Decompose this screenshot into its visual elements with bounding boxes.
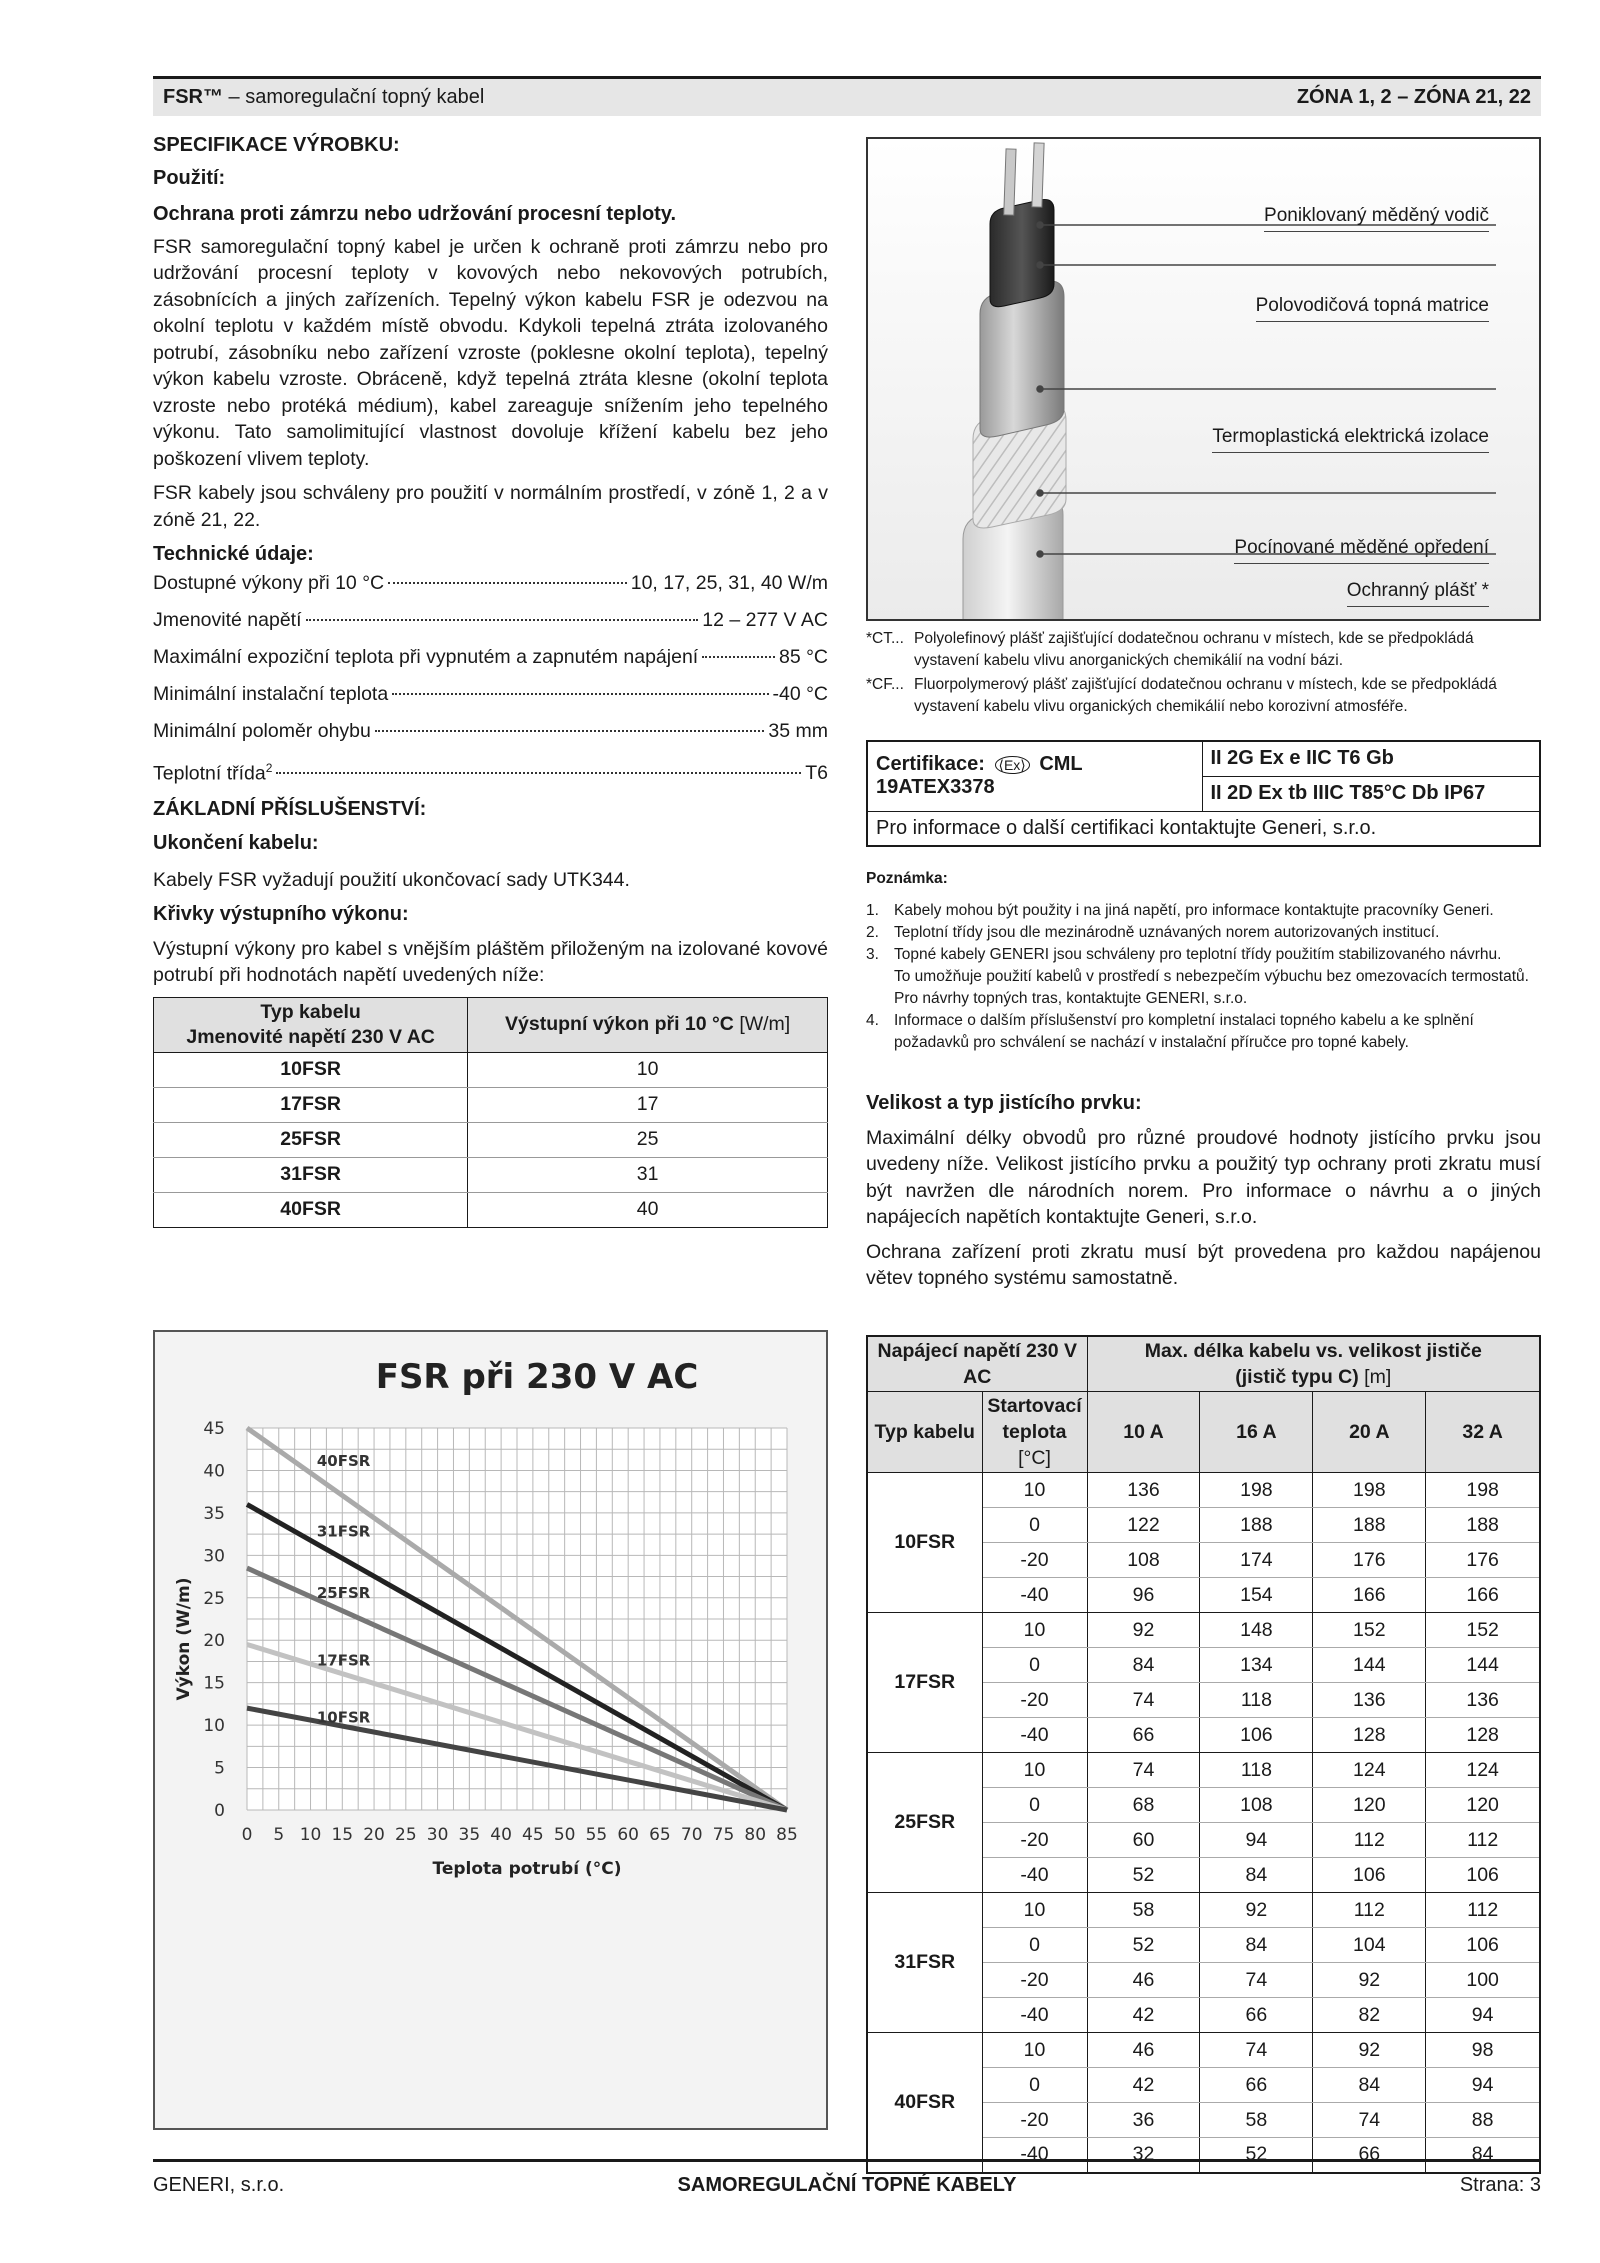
len-length-cell: 128 bbox=[1426, 1718, 1540, 1753]
len-length-cell: 66 bbox=[1313, 2138, 1426, 2173]
len-type-cell: 17FSR bbox=[867, 1613, 982, 1753]
y-axis-label: Výkon (W/m) bbox=[174, 1577, 194, 1701]
breaker-title: Velikost a typ jistícího prvku: bbox=[866, 1092, 1142, 1114]
tech-row bbox=[153, 718, 828, 755]
note-number: 3. bbox=[866, 946, 879, 963]
len-length-cell: 98 bbox=[1426, 2033, 1540, 2068]
len-header-max bbox=[1087, 1336, 1540, 1392]
len-length-cell: 88 bbox=[1426, 2103, 1540, 2138]
tech-row bbox=[153, 681, 828, 718]
note-line: Informace o dalším příslušenství pro kompletní instalaci topného kabelu a ke splnění požadavků pro schválení se nachází v instalační příručce pro topné kabely. bbox=[894, 1012, 1474, 1051]
len-header-type: Typ kabelu bbox=[867, 1392, 982, 1473]
len-length-cell: 124 bbox=[1313, 1753, 1426, 1788]
len-length-cell: 74 bbox=[1200, 1963, 1313, 1998]
len-length-cell: 112 bbox=[1426, 1823, 1540, 1858]
x-tick-label: 35 bbox=[458, 1825, 481, 1845]
len-length-cell: 118 bbox=[1200, 1683, 1313, 1718]
x-tick-label: 50 bbox=[553, 1825, 576, 1845]
x-axis-label: Teplota potrubí (°C) bbox=[432, 1859, 622, 1879]
use-paragraph: FSR samoregulační topný kabel je určen k ochraně proti zámrzu nebo pro udržování procesní teploty v kovových nebo nekovových potrubích, zásobnících a jiných zařízeních. Tepelný výkon kabelu FSR je odezvou na okolní teplotu v každém místě obvodu. Kdykoli tepelná ztráta izolovaného potrubí, zásobníku nebo zařízení vzroste (poklesne okolní teplota), tepelný výkon kabelu vzroste. Obráceně, když tepelná ztráta klesne (okolní teplota vzroste nebo protéká médium), kabel zareaguje snížením jeho tepelného výkonu. Tato samolimitující vlastnost dovoluje křížení kabelu bez jeho poškození vlivem teploty. bbox=[153, 235, 828, 470]
output-value-cell: 40 bbox=[468, 1192, 828, 1227]
page-header bbox=[153, 76, 1541, 116]
len-table-body bbox=[867, 1473, 1540, 2173]
len-start-temp-cell: -20 bbox=[982, 1963, 1087, 1998]
note-line: Topné kabely GENERI jsou schváleny pro teplotní třídy použitím stabilizovaného návrhu. bbox=[894, 946, 1502, 963]
len-header-breaker: 16 A bbox=[1200, 1392, 1313, 1473]
len-length-cell: 148 bbox=[1200, 1613, 1313, 1648]
note-item bbox=[866, 922, 1541, 944]
tech-key bbox=[153, 681, 388, 708]
len-length-cell: 166 bbox=[1313, 1578, 1426, 1613]
jacket-note-ct-key: *CT... bbox=[866, 630, 904, 647]
tech-key-text: Minimální poloměr ohybu bbox=[153, 719, 371, 742]
len-length-cell: 108 bbox=[1087, 1543, 1200, 1578]
len-length-cell: 174 bbox=[1200, 1543, 1313, 1578]
len-length-cell: 58 bbox=[1087, 1893, 1200, 1928]
y-tick-label: 10 bbox=[203, 1716, 225, 1737]
len-start-temp-cell: 10 bbox=[982, 1473, 1087, 1508]
len-start-temp-cell: -20 bbox=[982, 2103, 1087, 2138]
approval-paragraph: FSR kabely jsou schváleny pro použití v normálním prostředí, v zóně 1, 2 a v zóně 21, 22. bbox=[153, 482, 828, 531]
cert-label: Certifikace: bbox=[876, 753, 985, 776]
note-item bbox=[866, 1010, 1541, 1054]
x-tick-label: 85 bbox=[776, 1825, 798, 1845]
len-start-temp-cell: 0 bbox=[982, 2068, 1087, 2103]
dot-leader bbox=[276, 772, 801, 774]
len-length-cell: 84 bbox=[1087, 1648, 1200, 1683]
leader-lines bbox=[1037, 222, 1496, 557]
len-length-cell: 96 bbox=[1087, 1578, 1200, 1613]
dot-leader bbox=[306, 619, 699, 621]
tech-key-text: Minimální instalační teplota bbox=[153, 682, 389, 705]
left-column bbox=[153, 132, 828, 1228]
note-body bbox=[894, 944, 1529, 1010]
len-type-cell: 25FSR bbox=[867, 1753, 982, 1893]
tech-key bbox=[153, 570, 384, 597]
dot-leader bbox=[392, 693, 768, 695]
tech-key bbox=[153, 644, 698, 671]
tech-value: 10, 17, 25, 31, 40 W/m bbox=[630, 571, 828, 594]
tech-row bbox=[153, 755, 828, 792]
footer-page: Strana: 3 bbox=[1459, 2174, 1541, 2196]
output-table-body bbox=[154, 1052, 828, 1227]
len-length-cell: 66 bbox=[1200, 2068, 1313, 2103]
len-length-cell: 154 bbox=[1200, 1578, 1313, 1613]
len-length-cell: 94 bbox=[1200, 1823, 1313, 1858]
x-tick-label: 10 bbox=[299, 1825, 322, 1845]
x-tick-label: 70 bbox=[680, 1825, 703, 1845]
x-tick-label: 0 bbox=[241, 1825, 253, 1845]
len-length-cell: 112 bbox=[1313, 1823, 1426, 1858]
tech-key-text: Jmenovité napětí bbox=[153, 608, 302, 631]
len-start-temp-cell: -20 bbox=[982, 1683, 1087, 1718]
len-start-temp-cell: -40 bbox=[982, 1718, 1087, 1753]
notes-list bbox=[866, 900, 1541, 1054]
len-start-temp-cell: -40 bbox=[982, 1998, 1087, 2033]
curves-text: Výstupní výkony pro kabel s vnějším pláštěm přiloženým na izolované kovové potrubí při hodnotách napětí uvedených níže: bbox=[153, 937, 828, 986]
output-value-cell: 25 bbox=[468, 1122, 828, 1157]
output-table bbox=[153, 997, 828, 1228]
dot-leader bbox=[702, 656, 775, 658]
output-type-cell: 10FSR bbox=[154, 1052, 468, 1087]
output-table-header-output-unit: [W/m] bbox=[739, 1013, 791, 1035]
output-table-row bbox=[154, 1087, 828, 1122]
len-length-cell: 66 bbox=[1087, 1718, 1200, 1753]
len-header-start bbox=[982, 1392, 1087, 1473]
len-length-cell: 134 bbox=[1200, 1648, 1313, 1683]
label-braid: Pocínované měděné opředení bbox=[1234, 537, 1489, 564]
len-header-breaker: 32 A bbox=[1426, 1392, 1540, 1473]
len-length-cell: 136 bbox=[1426, 1683, 1540, 1718]
jacket-note-ct bbox=[866, 628, 1541, 672]
len-table-row bbox=[867, 1613, 1540, 1648]
len-start-temp-cell: 0 bbox=[982, 1928, 1087, 1963]
note-body bbox=[894, 1010, 1541, 1054]
tech-row bbox=[153, 644, 828, 681]
len-start-temp-cell: 10 bbox=[982, 1613, 1087, 1648]
x-tick-label: 80 bbox=[744, 1825, 767, 1845]
tech-list bbox=[153, 570, 828, 792]
x-tick-label: 25 bbox=[395, 1825, 417, 1845]
x-tick-label: 60 bbox=[617, 1825, 639, 1845]
len-length-cell: 92 bbox=[1087, 1613, 1200, 1648]
len-header-breaker: 20 A bbox=[1313, 1392, 1426, 1473]
cert-number: CML 19ATEX3378 bbox=[876, 753, 1083, 799]
y-tick-label: 35 bbox=[203, 1503, 225, 1524]
note-item bbox=[866, 900, 1541, 922]
len-type-cell: 10FSR bbox=[867, 1473, 982, 1613]
len-table-row bbox=[867, 1893, 1540, 1928]
tech-value: 12 – 277 V AC bbox=[702, 608, 828, 631]
use-title: Použití: bbox=[153, 166, 226, 189]
heating-core-layer bbox=[990, 199, 1054, 306]
output-type-cell: 40FSR bbox=[154, 1192, 468, 1227]
len-length-cell: 198 bbox=[1313, 1473, 1426, 1508]
header-subtitle: – samoregulační topný kabel bbox=[223, 86, 485, 108]
len-length-cell: 108 bbox=[1200, 1788, 1313, 1823]
y-tick-label: 15 bbox=[203, 1673, 225, 1694]
len-length-cell: 58 bbox=[1200, 2103, 1313, 2138]
len-start-temp-cell: 0 bbox=[982, 1788, 1087, 1823]
note-body bbox=[894, 922, 1439, 944]
x-tick-label: 40 bbox=[490, 1825, 512, 1845]
dot-leader bbox=[388, 582, 627, 584]
note-item bbox=[866, 944, 1541, 1010]
len-length-cell: 106 bbox=[1313, 1858, 1426, 1893]
len-header-start-1: Startovací bbox=[987, 1395, 1082, 1417]
len-length-cell: 84 bbox=[1426, 2138, 1540, 2173]
cert-info: Pro informace o další certifikaci kontaktujte Generi, s.r.o. bbox=[867, 811, 1540, 846]
len-length-cell: 94 bbox=[1426, 2068, 1540, 2103]
len-length-cell: 74 bbox=[1087, 1753, 1200, 1788]
len-length-cell: 166 bbox=[1426, 1578, 1540, 1613]
len-start-temp-cell: -40 bbox=[982, 1858, 1087, 1893]
len-start-temp-cell: 0 bbox=[982, 1508, 1087, 1543]
output-table-header-output-label: Výstupní výkon při 10 °C bbox=[505, 1013, 734, 1035]
tech-key bbox=[153, 755, 272, 787]
termination-title: Ukončení kabelu: bbox=[153, 832, 319, 854]
label-matrix: Polovodičová topná matrice bbox=[1256, 295, 1489, 322]
len-length-cell: 92 bbox=[1313, 2033, 1426, 2068]
len-length-cell: 60 bbox=[1087, 1823, 1200, 1858]
len-length-cell: 84 bbox=[1313, 2068, 1426, 2103]
len-length-cell: 176 bbox=[1313, 1543, 1426, 1578]
output-chart bbox=[153, 1330, 828, 2130]
series-label: 25FSR bbox=[316, 1583, 371, 1602]
breaker-paragraph-2: Ochrana zařízení proti zkratu musí být provedena pro každou napájenou větev topného systému samostatně. bbox=[866, 1240, 1541, 1289]
jacket-note-cf bbox=[866, 674, 1541, 718]
len-length-cell: 144 bbox=[1426, 1648, 1540, 1683]
termination-text: Kabely FSR vyžadují použití ukončovací sady UTK344. bbox=[153, 868, 630, 891]
jacket-notes bbox=[866, 628, 1541, 720]
note-line: To umožňuje použití kabelů v prostředí s nebezpečím výbuchu bez omezovacích termostatů. bbox=[894, 968, 1529, 985]
len-length-cell: 46 bbox=[1087, 1963, 1200, 1998]
len-length-cell: 188 bbox=[1426, 1508, 1540, 1543]
header-title bbox=[163, 86, 484, 109]
len-length-cell: 188 bbox=[1313, 1508, 1426, 1543]
y-tick-label: 30 bbox=[203, 1546, 225, 1567]
len-length-cell: 118 bbox=[1200, 1753, 1313, 1788]
series-label: 17FSR bbox=[316, 1651, 371, 1670]
len-length-cell: 66 bbox=[1200, 1998, 1313, 2033]
len-header-breaker: 10 A bbox=[1087, 1392, 1200, 1473]
len-length-cell: 122 bbox=[1087, 1508, 1200, 1543]
len-length-cell: 46 bbox=[1087, 2033, 1200, 2068]
output-table-header-output bbox=[468, 997, 828, 1052]
y-tick-label: 5 bbox=[214, 1758, 225, 1779]
conductor-wire-2 bbox=[1032, 143, 1044, 207]
output-table-header-type-a: Typ kabelu bbox=[260, 1000, 361, 1023]
x-tick-label: 65 bbox=[649, 1825, 671, 1845]
certification-box bbox=[866, 740, 1541, 847]
output-table-row bbox=[154, 1122, 828, 1157]
len-length-cell: 100 bbox=[1426, 1963, 1540, 1998]
note-number: 1. bbox=[866, 902, 879, 919]
len-length-cell: 136 bbox=[1313, 1683, 1426, 1718]
x-tick-label: 45 bbox=[522, 1825, 544, 1845]
len-length-cell: 74 bbox=[1200, 2033, 1313, 2068]
output-value-cell: 10 bbox=[468, 1052, 828, 1087]
len-length-cell: 92 bbox=[1313, 1963, 1426, 1998]
len-header-max-2-text: (jistič typu C) bbox=[1235, 1366, 1359, 1388]
len-type-cell: 31FSR bbox=[867, 1893, 982, 2033]
len-table-row bbox=[867, 1473, 1540, 1508]
tech-title: Technické údaje: bbox=[153, 543, 314, 565]
len-length-cell: 52 bbox=[1087, 1858, 1200, 1893]
y-tick-label: 25 bbox=[203, 1588, 225, 1609]
len-length-cell: 112 bbox=[1313, 1893, 1426, 1928]
len-header-temp: teplota bbox=[1002, 1421, 1067, 1443]
label-conductor: Poniklovaný měděný vodič bbox=[1264, 205, 1489, 232]
len-length-cell: 42 bbox=[1087, 2068, 1200, 2103]
len-table-row bbox=[867, 1753, 1540, 1788]
len-header-temp-unit: [°C] bbox=[1018, 1447, 1051, 1469]
tech-key-text: Dostupné výkony při 10 °C bbox=[153, 571, 385, 594]
len-length-cell: 92 bbox=[1200, 1893, 1313, 1928]
output-type-cell: 25FSR bbox=[154, 1122, 468, 1157]
jacket-note-ct-text: Polyolefinový plášť zajišťující dodatečnou ochranu v místech, kde se předpokládá vystavení kabelu vlivu anorganických chemikálií na vodní bázi. bbox=[914, 630, 1474, 669]
note-body bbox=[894, 900, 1494, 922]
len-start-temp-cell: 10 bbox=[982, 1753, 1087, 1788]
tech-key-text: Maximální expoziční teplota při vypnutém a zapnutém napájení bbox=[153, 645, 699, 668]
label-insulation: Termoplastická elektrická izolace bbox=[1212, 426, 1489, 453]
len-length-cell: 82 bbox=[1313, 1998, 1426, 2033]
breaker-paragraph-1: Maximální délky obvodů pro různé proudové hodnoty jistícího prvku jsou uvedeny níže. Velikost jistícího prvku a použitý typ ochrany proti zkratu musí být navržen dle národních norem. Pro informace o návrhu a o jiných napájecích napětích kontaktujte Generi, s.r.o. bbox=[866, 1126, 1541, 1228]
len-length-cell: 42 bbox=[1087, 1998, 1200, 2033]
x-tick-label: 15 bbox=[331, 1825, 354, 1845]
len-length-cell: 188 bbox=[1200, 1508, 1313, 1543]
len-length-cell: 120 bbox=[1426, 1788, 1540, 1823]
accessories-title: ZÁKLADNÍ PŘÍSLUŠENSTVÍ: bbox=[153, 797, 427, 820]
len-table-row bbox=[867, 2033, 1540, 2068]
output-chart-svg bbox=[155, 1332, 830, 2132]
len-length-cell: 36 bbox=[1087, 2103, 1200, 2138]
spec-title: SPECIFIKACE VÝROBKU: bbox=[153, 134, 400, 156]
len-start-temp-cell: -40 bbox=[982, 1578, 1087, 1613]
len-length-cell: 68 bbox=[1087, 1788, 1200, 1823]
len-start-temp-cell: -20 bbox=[982, 1823, 1087, 1858]
x-tick-label: 5 bbox=[273, 1825, 285, 1845]
output-table-header-type bbox=[154, 997, 468, 1052]
len-header-max-2 bbox=[1090, 1364, 1538, 1390]
cert-label-cell bbox=[867, 741, 1202, 811]
x-tick-label: 75 bbox=[712, 1825, 735, 1845]
y-tick-label: 20 bbox=[203, 1631, 225, 1652]
note-line: Teplotní třídy jsou dle mezinárodně uznávaných norem autorizovaných institucí. bbox=[894, 924, 1440, 941]
output-table-header-type-b: Jmenovité napětí 230 V AC bbox=[186, 1025, 435, 1048]
tech-value: 85 °C bbox=[779, 645, 828, 668]
use-subtitle: Ochrana proti zámrzu nebo udržování procesní teploty. bbox=[153, 203, 677, 225]
cable-illustration bbox=[866, 137, 1541, 621]
note-line: Pro návrhy topných tras, kontaktujte GENERI, s.r.o. bbox=[894, 990, 1248, 1007]
len-start-temp-cell: -20 bbox=[982, 1543, 1087, 1578]
len-length-cell: 74 bbox=[1087, 1683, 1200, 1718]
len-length-cell: 74 bbox=[1313, 2103, 1426, 2138]
len-length-cell: 104 bbox=[1313, 1928, 1426, 1963]
label-jacket: Ochranný plášť * bbox=[1347, 580, 1489, 607]
note-line: Kabely mohou být použity i na jiná napětí, pro informace kontaktujte pracovníky Generi. bbox=[894, 902, 1494, 919]
page-footer bbox=[153, 2159, 1541, 2209]
len-start-temp-cell: 0 bbox=[982, 1648, 1087, 1683]
tech-key bbox=[153, 718, 371, 745]
ex-symbol-icon: ⟨Ex⟩ bbox=[995, 756, 1030, 774]
len-length-cell: 198 bbox=[1426, 1473, 1540, 1508]
curves-title: Křivky výstupního výkonu: bbox=[153, 903, 409, 925]
tech-row bbox=[153, 570, 828, 607]
x-tick-label: 30 bbox=[426, 1825, 449, 1845]
len-header-max-2-unit: [m] bbox=[1364, 1366, 1392, 1388]
len-header-start-2 bbox=[985, 1419, 1085, 1471]
len-length-cell: 52 bbox=[1200, 2138, 1313, 2173]
output-table-row bbox=[154, 1052, 828, 1087]
len-length-cell: 152 bbox=[1426, 1613, 1540, 1648]
tech-value: 35 mm bbox=[768, 719, 828, 742]
len-length-cell: 106 bbox=[1426, 1928, 1540, 1963]
output-type-cell: 31FSR bbox=[154, 1157, 468, 1192]
footer-company: GENERI, s.r.o. bbox=[153, 2174, 285, 2196]
len-length-cell: 52 bbox=[1087, 1928, 1200, 1963]
output-value-cell: 31 bbox=[468, 1157, 828, 1192]
len-length-cell: 198 bbox=[1200, 1473, 1313, 1508]
series-label: 10FSR bbox=[316, 1708, 371, 1727]
circuit-length-table bbox=[866, 1335, 1541, 2174]
len-length-cell: 106 bbox=[1426, 1858, 1540, 1893]
notes-title: Poznámka: bbox=[866, 870, 948, 887]
output-table-row bbox=[154, 1157, 828, 1192]
len-header-max-1: Max. délka kabelu vs. velikost jističe bbox=[1144, 1340, 1482, 1362]
len-type-cell: 40FSR bbox=[867, 2033, 982, 2173]
jacket-note-cf-text: Fluorpolymerový plášť zajišťující dodatečnou ochranu v místech, kde se předpokládá vystavení kabelu vlivu organických chemikálií nebo korozivní atmosféře. bbox=[914, 676, 1497, 715]
notes-section bbox=[866, 868, 1541, 1054]
dot-leader bbox=[375, 730, 765, 732]
header-zone: ZÓNA 1, 2 – ZÓNA 21, 22 bbox=[1296, 86, 1531, 108]
series-label: 31FSR bbox=[316, 1522, 371, 1541]
jacket-note-cf-key: *CF... bbox=[866, 676, 904, 693]
len-length-cell: 94 bbox=[1426, 1998, 1540, 2033]
output-table-row bbox=[154, 1192, 828, 1227]
len-header-supply: Napájecí napětí 230 V AC bbox=[867, 1336, 1087, 1392]
output-type-cell: 17FSR bbox=[154, 1087, 468, 1122]
x-tick-label: 55 bbox=[585, 1825, 608, 1845]
len-length-cell: 120 bbox=[1313, 1788, 1426, 1823]
x-tick-label: 20 bbox=[363, 1825, 385, 1845]
cert-line-1: II 2G Ex e IIC T6 Gb bbox=[1202, 741, 1540, 776]
breaker-section bbox=[866, 1090, 1541, 1300]
tech-key-footnote: 2 bbox=[265, 760, 273, 775]
footer-title: SAMOREGULAČNÍ TOPNÉ KABELY bbox=[677, 2174, 1017, 2196]
tech-row bbox=[153, 607, 828, 644]
len-start-temp-cell: 10 bbox=[982, 1893, 1087, 1928]
conductor-wire-1 bbox=[1004, 149, 1016, 215]
note-number: 2. bbox=[866, 924, 879, 941]
tech-key-text: Teplotní třída bbox=[153, 762, 266, 784]
len-length-cell: 136 bbox=[1087, 1473, 1200, 1508]
len-length-cell: 106 bbox=[1200, 1718, 1313, 1753]
cert-line-2: II 2D Ex tb IIIC T85°C Db IP67 bbox=[1202, 776, 1540, 811]
chart-title: FSR při 230 V AC bbox=[375, 1357, 699, 1397]
len-length-cell: 128 bbox=[1313, 1718, 1426, 1753]
len-length-cell: 112 bbox=[1426, 1893, 1540, 1928]
y-tick-label: 40 bbox=[203, 1461, 225, 1482]
y-tick-label: 0 bbox=[214, 1801, 225, 1821]
tech-key bbox=[153, 607, 302, 634]
len-length-cell: 152 bbox=[1313, 1613, 1426, 1648]
len-length-cell: 32 bbox=[1087, 2138, 1200, 2173]
note-number: 4. bbox=[866, 1012, 879, 1029]
series-label: 40FSR bbox=[316, 1452, 371, 1471]
output-value-cell: 17 bbox=[468, 1087, 828, 1122]
len-start-temp-cell: 10 bbox=[982, 2033, 1087, 2068]
tech-value: -40 °C bbox=[772, 682, 828, 705]
y-tick-label: 45 bbox=[203, 1419, 225, 1439]
len-length-cell: 84 bbox=[1200, 1858, 1313, 1893]
len-length-cell: 124 bbox=[1426, 1753, 1540, 1788]
len-length-cell: 84 bbox=[1200, 1928, 1313, 1963]
len-length-cell: 176 bbox=[1426, 1543, 1540, 1578]
len-length-cell: 144 bbox=[1313, 1648, 1426, 1683]
len-start-temp-cell: -40 bbox=[982, 2138, 1087, 2173]
header-product: FSR™ bbox=[163, 86, 223, 108]
tech-value: T6 bbox=[805, 762, 828, 784]
